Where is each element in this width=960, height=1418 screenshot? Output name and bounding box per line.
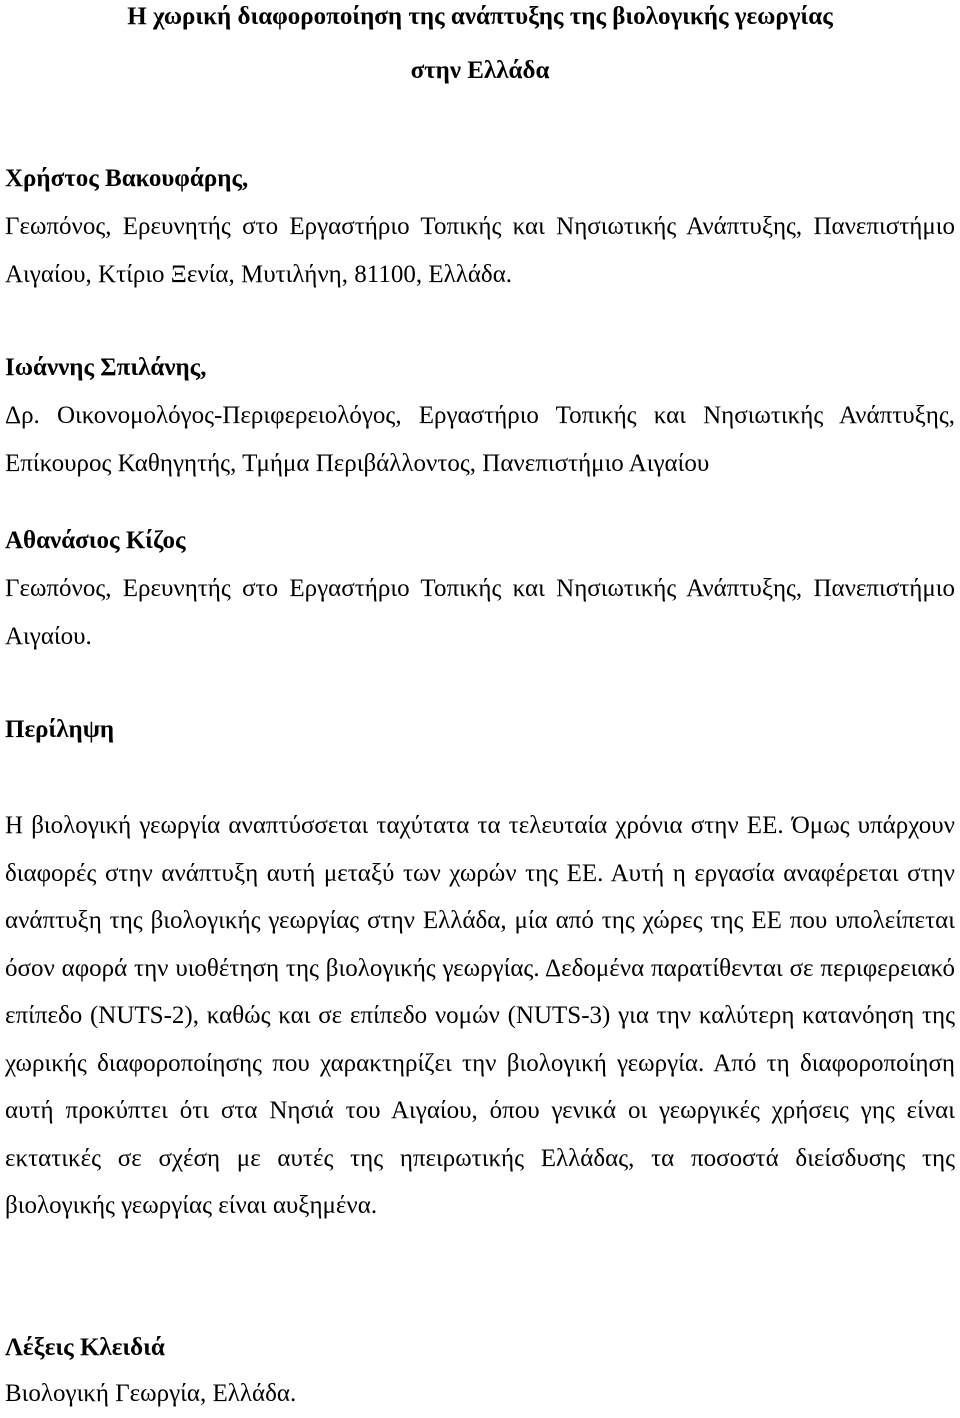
author-affiliation: Δρ. Οικονομολόγος-Περιφερειολόγος, Εργαστήριο Τοπικής και Νησιωτικής Ανάπτυξης, Επίκουρος Καθηγητής, Τμήμα Περιβάλλοντος, Πανεπιστήμιο Αιγαίου: [5, 402, 955, 477]
abstract-heading: Περίληψη: [5, 716, 115, 743]
author-3: [5, 517, 955, 661]
title-line-2: στην Ελλάδα: [410, 57, 550, 84]
author-name: Χρήστος Βακουφάρης,: [5, 165, 249, 192]
abstract-text: Η βιολογική γεωργία αναπτύσσεται ταχύτατα τα τελευταία χρόνια στην ΕΕ. Όμως υπάρχουν διαφορές στην ανάπτυξη αυτή μεταξύ των χωρών της ΕΕ. Αυτή η εργασία αναφέρεται στην ανάπτυξη της βιολογικής γεωργίας στην Ελλάδα, μία από της χώρες της ΕΕ που υπολείπεται όσον αφορά την υιοθέτηση της βιολογικής γεωργίας. Δεδομένα παρατίθενται σε περιφερειακό επίπεδο (NUTS-2), καθώς και σε επίπεδο νομών (NUTS-3) για την καλύτερη κατανόηση της χωρικής διαφοροποίησης που χαρακτηρίζει την βιολογική γεωργία. Από τη διαφοροποίηση αυτή προκύπτει ότι στα Νησιά του Αιγαίου, όπου γενικά οι γεωργικές χρήσεις γης είναι εκτατικές σε σχέση με αυτές της ηπειρωτικής Ελλάδας, τα ποσοστά διείσδυσης της βιολογικής γεωργίας είναι αυξημένα.: [5, 812, 955, 1219]
author-name: Αθανάσιος Κίζος: [5, 527, 186, 554]
title-line-1: Η χωρική διαφοροποίηση της ανάπτυξης της βιολογικής γεωργίας: [127, 3, 833, 30]
author-name: Ιωάννης Σπιλάνης,: [5, 354, 207, 381]
keywords-text: Βιολογική Γεωργία, Ελλάδα.: [5, 1380, 297, 1407]
author-affiliation: Γεωπόνος, Ερευνητής στο Εργαστήριο Τοπικής και Νησιωτικής Ανάπτυξης, Πανεπιστήμιο Αιγαίου.: [5, 575, 955, 650]
author-affiliation: Γεωπόνος, Ερευνητής στο Εργαστήριο Τοπικής και Νησιωτικής Ανάπτυξης, Πανεπιστήμιο Αιγαίου, Κτίριο Ξενία, Μυτιλήνη, 81100, Ελλάδα.: [5, 213, 955, 288]
keywords-heading: Λέξεις Κλειδιά: [5, 1334, 165, 1361]
author-2: [5, 344, 955, 488]
author-1: [5, 155, 955, 299]
paper-title: [5, 0, 955, 98]
